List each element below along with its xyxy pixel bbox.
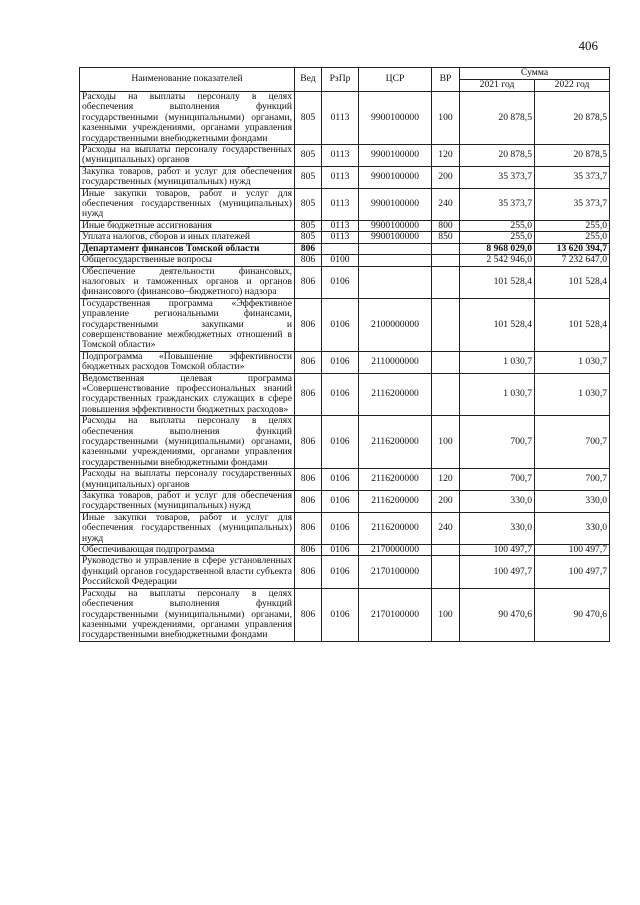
cell-name: Расходы на выплаты персоналу государственных (муниципальных) органов [80,469,295,491]
cell-sum-2022: 13 620 394,7 [535,243,610,254]
cell-vr: 240 [432,512,460,544]
cell-name: Обеспечивающая подпрограмма [80,545,295,556]
cell-vr: 100 [432,416,460,469]
header-rzpr: РзПр [322,68,359,92]
cell-vr: 800 [432,220,460,231]
cell-name: Иные закупки товаров, работ и услуг для обеспечения государственных (муниципальных) нужд [80,512,295,544]
cell-sum-2021: 35 373,7 [460,188,535,220]
cell-rzpr [322,243,359,254]
table-row [80,220,610,231]
cell-sum-2021: 700,7 [460,416,535,469]
cell-vr [432,243,460,254]
cell-csr: 9900100000 [359,232,432,243]
cell-sum-2021: 2 542 946,0 [460,255,535,266]
cell-sum-2021: 100 497,7 [460,545,535,556]
cell-sum-2021: 90 470,6 [460,588,535,641]
cell-sum-2021: 100 497,7 [460,556,535,588]
cell-csr: 9900100000 [359,166,432,188]
cell-ved: 806 [295,266,322,298]
cell-sum-2022: 100 497,7 [535,556,610,588]
cell-ved: 806 [295,243,322,254]
cell-name: Расходы на выплаты персоналу в целях обеспечения выполнения функций государственными (муниципальными) органами, казенными учреждениями, органами управления государственными внебюджетными фондами [80,92,295,145]
cell-ved: 805 [295,166,322,188]
header-vr: ВР [432,68,460,92]
cell-rzpr: 0113 [322,188,359,220]
table-row [80,491,610,513]
table-header [80,68,610,92]
cell-rzpr: 0106 [322,512,359,544]
cell-sum-2022: 255,0 [535,220,610,231]
cell-sum-2021: 20 878,5 [460,145,535,167]
cell-sum-2021: 255,0 [460,220,535,231]
cell-sum-2022: 7 232 647,0 [535,255,610,266]
cell-sum-2022: 1 030,7 [535,373,610,416]
cell-name: Общегосударственные вопросы [80,255,295,266]
cell-rzpr: 0106 [322,351,359,373]
cell-ved: 806 [295,545,322,556]
cell-ved: 805 [295,220,322,231]
table-row [80,298,610,351]
cell-csr: 2116200000 [359,416,432,469]
cell-vr: 240 [432,188,460,220]
table-row [80,92,610,145]
cell-name: Иные закупки товаров, работ и услуг для обеспечения государственных (муниципальных) нужд [80,188,295,220]
table-row [80,588,610,641]
cell-vr: 850 [432,232,460,243]
cell-sum-2021: 8 968 029,0 [460,243,535,254]
cell-sum-2022: 20 878,5 [535,145,610,167]
table-row [80,373,610,416]
cell-csr: 2170000000 [359,545,432,556]
cell-sum-2021: 101 528,4 [460,298,535,351]
cell-ved: 806 [295,556,322,588]
cell-name: Расходы на выплаты персоналу государственных (муниципальных) органов [80,145,295,167]
cell-sum-2022: 330,0 [535,491,610,513]
cell-ved: 805 [295,92,322,145]
cell-ved: 806 [295,491,322,513]
cell-rzpr: 0106 [322,469,359,491]
cell-name: Закупка товаров, работ и услуг для обеспечения государственных (муниципальных) нужд [80,491,295,513]
cell-csr: 2100000000 [359,298,432,351]
cell-rzpr: 0106 [322,556,359,588]
cell-rzpr: 0106 [322,416,359,469]
cell-vr [432,351,460,373]
cell-ved: 806 [295,588,322,641]
cell-vr: 120 [432,145,460,167]
cell-rzpr: 0106 [322,266,359,298]
cell-ved: 806 [295,416,322,469]
header-csr: ЦСР [359,68,432,92]
table-row [80,556,610,588]
budget-table [79,67,610,642]
cell-sum-2022: 101 528,4 [535,298,610,351]
header-ved: Вед [295,68,322,92]
cell-sum-2021: 101 528,4 [460,266,535,298]
cell-name: Государственная программа «Эффективное управление региональными финансами, государственными закупками и совершенствование межбюджетных отношений в Томской области» [80,298,295,351]
cell-csr: 2116200000 [359,469,432,491]
cell-csr: 2110000000 [359,351,432,373]
table-row [80,266,610,298]
cell-rzpr: 0106 [322,491,359,513]
cell-csr: 2116200000 [359,373,432,416]
cell-sum-2022: 100 497,7 [535,545,610,556]
cell-name: Ведомственная целевая программа «Совершенствование профессиональных знаний государственных гражданских служащих в сфере повышения эффективности бюджетных расходов» [80,373,295,416]
cell-vr [432,545,460,556]
cell-sum-2022: 255,0 [535,232,610,243]
cell-sum-2022: 90 470,6 [535,588,610,641]
header-year-2021: 2021 год [460,80,535,92]
cell-vr [432,556,460,588]
cell-ved: 806 [295,512,322,544]
table-row [80,416,610,469]
cell-vr: 200 [432,491,460,513]
cell-sum-2022: 1 030,7 [535,351,610,373]
cell-name: Расходы на выплаты персоналу в целях обеспечения выполнения функций государственными (муниципальными) органами, казенными учреждениями, органами управления государственными внебюджетными фондами [80,416,295,469]
cell-vr: 120 [432,469,460,491]
cell-csr: 9900100000 [359,220,432,231]
cell-csr: 9900100000 [359,145,432,167]
cell-name: Подпрограмма «Повышение эффективности бюджетных расходов Томской области» [80,351,295,373]
cell-rzpr: 0100 [322,255,359,266]
cell-rzpr: 0113 [322,232,359,243]
cell-vr [432,298,460,351]
table-row [80,512,610,544]
cell-name: Департамент финансов Томской области [80,243,295,254]
cell-rzpr: 0106 [322,298,359,351]
cell-rzpr: 0113 [322,220,359,231]
cell-rzpr: 0106 [322,545,359,556]
cell-name: Руководство и управление в сфере установленных функций органов государственной власти субъекта Российской Федерации [80,556,295,588]
cell-sum-2022: 330,0 [535,512,610,544]
cell-vr: 200 [432,166,460,188]
cell-sum-2022: 35 373,7 [535,166,610,188]
cell-sum-2021: 35 373,7 [460,166,535,188]
cell-ved: 806 [295,255,322,266]
cell-vr: 100 [432,588,460,641]
cell-rzpr: 0113 [322,166,359,188]
cell-vr [432,373,460,416]
cell-sum-2022: 20 878,5 [535,92,610,145]
cell-name: Расходы на выплаты персоналу в целях обеспечения выполнения функций государственными (муниципальными) органами, казенными учреждениями, органами управления государственными внебюджетными фондами [80,588,295,641]
cell-ved: 806 [295,469,322,491]
cell-sum-2021: 330,0 [460,491,535,513]
cell-sum-2022: 101 528,4 [535,266,610,298]
cell-name: Закупка товаров, работ и услуг для обеспечения государственных (муниципальных) нужд [80,166,295,188]
cell-csr [359,266,432,298]
cell-sum-2021: 20 878,5 [460,92,535,145]
table-row [80,255,610,266]
cell-csr: 9900100000 [359,188,432,220]
header-sum: Сумма [460,68,610,80]
cell-csr: 2116200000 [359,512,432,544]
cell-name: Иные бюджетные ассигнования [80,220,295,231]
table-row [80,545,610,556]
cell-sum-2022: 35 373,7 [535,188,610,220]
cell-rzpr: 0106 [322,373,359,416]
cell-csr: 9900100000 [359,92,432,145]
cell-csr [359,255,432,266]
cell-vr [432,255,460,266]
cell-vr: 100 [432,92,460,145]
cell-ved: 805 [295,188,322,220]
page-number: 406 [578,38,598,53]
cell-ved: 806 [295,298,322,351]
table-row [80,351,610,373]
cell-ved: 806 [295,351,322,373]
table-row [80,469,610,491]
cell-name: Обеспечение деятельности финансовых, налоговых и таможенных органов и органов финансового (финансово–бюджетного) надзора [80,266,295,298]
header-year-2022: 2022 год [535,80,610,92]
cell-csr [359,243,432,254]
header-name: Наименование показателей [80,68,295,92]
table-row [80,243,610,254]
table-row [80,232,610,243]
cell-sum-2022: 700,7 [535,469,610,491]
cell-csr: 2116200000 [359,491,432,513]
cell-sum-2022: 700,7 [535,416,610,469]
cell-rzpr: 0106 [322,588,359,641]
cell-csr: 2170100000 [359,588,432,641]
table-body [80,92,610,642]
table-row [80,188,610,220]
cell-ved: 805 [295,145,322,167]
cell-sum-2021: 700,7 [460,469,535,491]
cell-ved: 806 [295,373,322,416]
table-row [80,166,610,188]
cell-csr: 2170100000 [359,556,432,588]
cell-name: Уплата налогов, сборов и иных платежей [80,232,295,243]
cell-vr [432,266,460,298]
cell-sum-2021: 1 030,7 [460,373,535,416]
cell-sum-2021: 330,0 [460,512,535,544]
cell-ved: 805 [295,232,322,243]
cell-rzpr: 0113 [322,92,359,145]
cell-sum-2021: 255,0 [460,232,535,243]
cell-rzpr: 0113 [322,145,359,167]
cell-sum-2021: 1 030,7 [460,351,535,373]
table-row [80,145,610,167]
